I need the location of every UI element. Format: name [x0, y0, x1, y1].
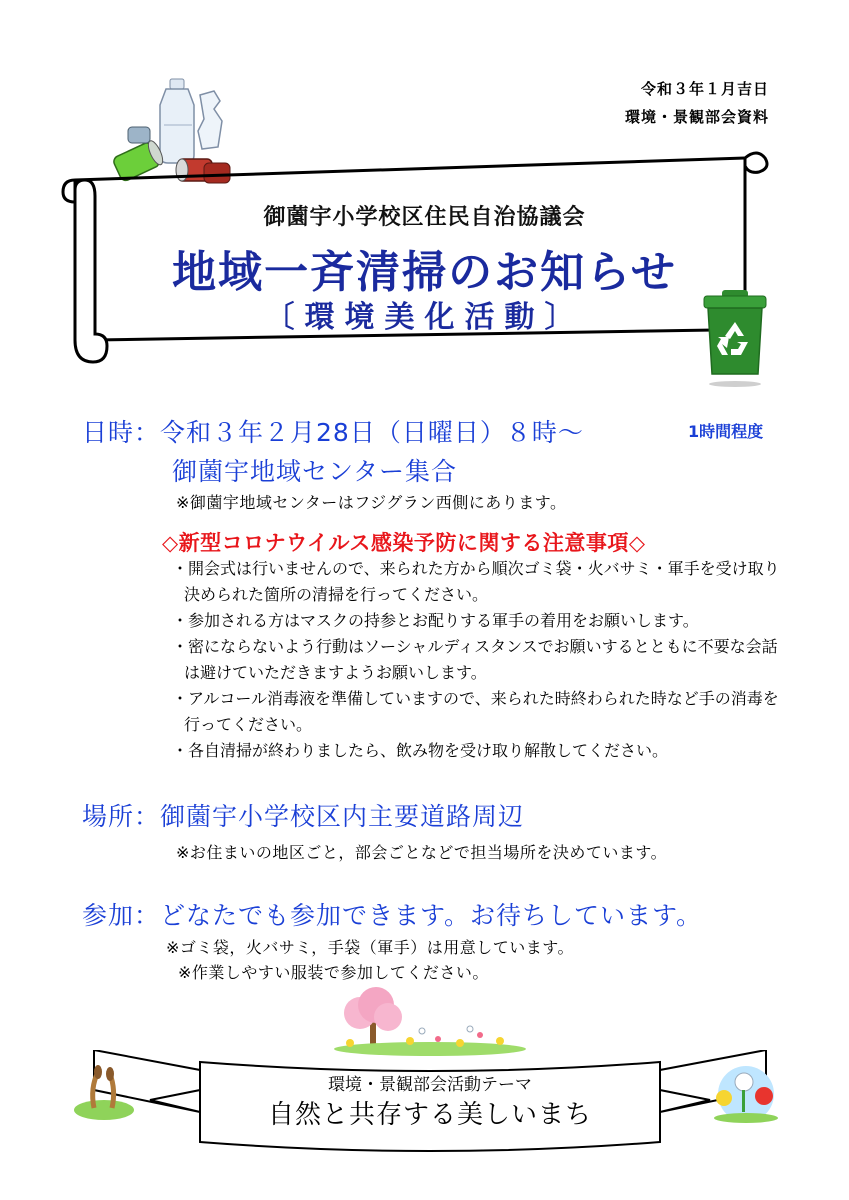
list-item: ・開会式は行いませんので、来られた方から順次ゴミ袋・火バサミ・軍手を受け取り決められた箇所の清掃を行ってください。 [172, 559, 780, 604]
schedule-duration: 1時間程度 [688, 422, 764, 441]
flower-characters-illustration [706, 1060, 786, 1124]
schedule-datetime: 令和３年２月28日（日曜日）８時～ [160, 418, 584, 447]
covid-heading: ◇新型コロナウイルス感染予防に関する注意事項◇ [162, 531, 646, 555]
organization-name: 御薗宇小学校区住民自治協議会 [263, 205, 586, 230]
theme-text: 自然と共存する美しいまち [267, 1100, 592, 1130]
cherry-tree-illustration [330, 985, 530, 1057]
participation-row [82, 896, 702, 932]
place-row [82, 797, 524, 833]
list-item: ・参加される方はマスクの持参とお配りする軍手の着用をお願いします。 [172, 611, 699, 630]
list-item: ・各自清掃が終わりましたら、飲み物を受け取り解散してください。 [172, 741, 669, 760]
list-item: ・アルコール消毒液を準備していますので、来られた時終わられた時など手の消毒を行ってください。 [172, 689, 779, 734]
participation-note-1: ※ゴミ袋，火バサミ，手袋（軍手）は用意しています。 [166, 938, 574, 957]
schedule-label: 日時： [82, 418, 161, 447]
theme-label: 環境・景観部会活動テーマ [328, 1075, 532, 1095]
document-department: 環境・景観部会資料 [624, 108, 769, 126]
document-date: 令和３年１月吉日 [640, 80, 769, 98]
place-note: ※お住まいの地区ごと，部会ごとなどで担当場所を決めています。 [176, 843, 668, 862]
participation-value: どなたでも参加できます。お待ちしています。 [160, 901, 703, 930]
meeting-place: 御薗宇地域センター集合 [172, 457, 458, 486]
meeting-place-note: ※御薗宇地域センターはフジグラン西側にあります。 [176, 493, 567, 512]
place-value: 御薗宇小学校区内主要道路周辺 [160, 802, 525, 831]
recycle-bin-icon [700, 288, 770, 388]
schedule-row [82, 413, 584, 449]
list-item: ・密にならないよう行動はソーシャルディスタンスでお願いするとともに不要な会話は避けていただきますようお願いします。 [172, 637, 778, 682]
covid-notice-list [172, 556, 782, 764]
page-title: 地域一斉清掃のお知らせ [172, 247, 677, 298]
horsetail-illustration [72, 1062, 136, 1120]
place-label: 場所： [82, 802, 161, 831]
participation-note-2: ※作業しやすい服装で参加してください。 [178, 963, 489, 982]
participation-label: 参加： [82, 901, 161, 930]
page-subtitle: 〔環境美化活動〕 [264, 300, 585, 335]
